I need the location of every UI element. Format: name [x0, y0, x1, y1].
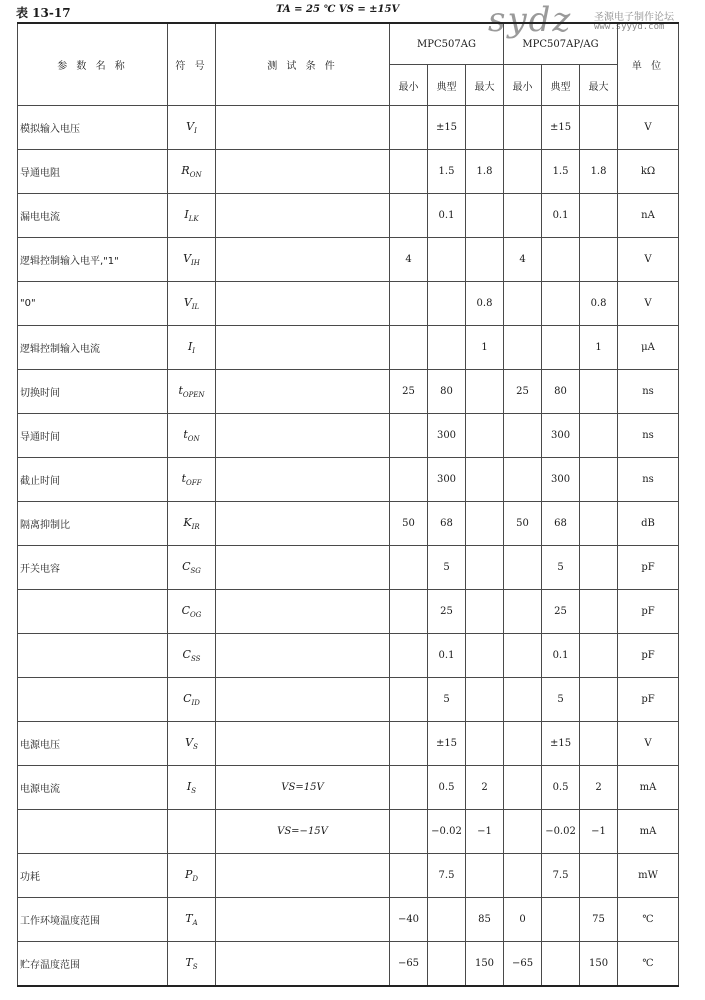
- value-cell: ±15: [542, 106, 580, 150]
- value-cell: 0.1: [542, 194, 580, 238]
- value-cell: [390, 106, 428, 150]
- value-cell: 0.5: [542, 766, 580, 810]
- value-cell: −1: [580, 810, 618, 854]
- value-cell: [428, 282, 466, 326]
- param-name-cell: "0": [18, 282, 168, 326]
- value-cell: 75: [580, 898, 618, 942]
- param-name-cell: [18, 678, 168, 722]
- value-cell: [504, 634, 542, 678]
- symbol-subscript: IR: [191, 523, 200, 532]
- test-conditions: TA = 25 ℃ VS = ±15V: [276, 4, 400, 15]
- value-cell: [428, 326, 466, 370]
- value-cell: [504, 810, 542, 854]
- symbol-subscript: SG: [190, 567, 201, 576]
- value-cell: 50: [504, 502, 542, 546]
- symbol-letter: P: [184, 867, 193, 881]
- value-cell: 300: [428, 458, 466, 502]
- value-cell: [466, 590, 504, 634]
- spec-table: [17, 22, 679, 987]
- symbol-letter: V: [185, 735, 194, 749]
- value-cell: 0.8: [466, 282, 504, 326]
- table-row: [18, 546, 679, 590]
- symbol-subscript: OPEN: [182, 391, 205, 400]
- table-row: [18, 502, 679, 546]
- value-cell: 5: [542, 546, 580, 590]
- test-condition-cell: [216, 282, 390, 326]
- symbol-letter: T: [185, 955, 193, 969]
- test-condition-cell: [216, 150, 390, 194]
- value-cell: 5: [428, 678, 466, 722]
- param-name-cell: 隔离抑制比: [18, 502, 168, 546]
- symbol-cell: [168, 722, 216, 766]
- symbol-cell: [168, 414, 216, 458]
- table-row: [18, 326, 679, 370]
- param-name-cell: 导通电阻: [18, 150, 168, 194]
- test-condition-cell: [216, 854, 390, 898]
- value-cell: 68: [428, 502, 466, 546]
- value-cell: [504, 766, 542, 810]
- value-cell: [390, 282, 428, 326]
- value-cell: [580, 502, 618, 546]
- test-condition-cell: [216, 942, 390, 987]
- value-cell: [580, 106, 618, 150]
- col-test-condition: 测 试 条 件: [216, 23, 390, 106]
- param-name-cell: [18, 634, 168, 678]
- value-cell: 4: [504, 238, 542, 282]
- param-name-cell: 逻辑控制输入电流: [18, 326, 168, 370]
- symbol-subscript: ID: [191, 699, 200, 708]
- value-cell: −1: [466, 810, 504, 854]
- unit-cell: pF: [618, 678, 679, 722]
- param-name-cell: 电源电压: [18, 722, 168, 766]
- table-row: [18, 722, 679, 766]
- symbol-subscript: IH: [191, 259, 200, 268]
- value-cell: [542, 326, 580, 370]
- symbol-cell: [168, 282, 216, 326]
- value-cell: 80: [428, 370, 466, 414]
- symbol-letter: I: [184, 207, 189, 221]
- table-row: [18, 854, 679, 898]
- table-row: [18, 458, 679, 502]
- symbol-subscript: OG: [190, 611, 202, 620]
- table-row: [18, 194, 679, 238]
- value-cell: [504, 106, 542, 150]
- symbol-cell: [168, 766, 216, 810]
- param-name-cell: 贮存温度范围: [18, 942, 168, 987]
- unit-cell: pF: [618, 590, 679, 634]
- unit-cell: μA: [618, 326, 679, 370]
- unit-cell: ns: [618, 458, 679, 502]
- symbol-letter: C: [182, 647, 191, 661]
- symbol-cell: [168, 106, 216, 150]
- value-cell: [542, 898, 580, 942]
- value-cell: [466, 370, 504, 414]
- unit-cell: nA: [618, 194, 679, 238]
- value-cell: −40: [390, 898, 428, 942]
- value-cell: [390, 590, 428, 634]
- symbol-letter: R: [181, 163, 190, 177]
- value-cell: [466, 414, 504, 458]
- value-cell: 68: [542, 502, 580, 546]
- spec-table-body: [18, 106, 679, 987]
- value-cell: [466, 678, 504, 722]
- value-cell: [428, 238, 466, 282]
- value-cell: [504, 722, 542, 766]
- test-condition-cell: [216, 590, 390, 634]
- value-cell: −65: [390, 942, 428, 987]
- unit-cell: pF: [618, 546, 679, 590]
- symbol-cell: [168, 678, 216, 722]
- value-cell: 0.8: [580, 282, 618, 326]
- value-cell: [580, 722, 618, 766]
- value-cell: [542, 238, 580, 282]
- test-condition-cell: [216, 678, 390, 722]
- col-max: 最大: [580, 65, 618, 106]
- value-cell: 80: [542, 370, 580, 414]
- unit-cell: dB: [618, 502, 679, 546]
- param-name-cell: 电源电流: [18, 766, 168, 810]
- value-cell: [466, 854, 504, 898]
- table-row: [18, 414, 679, 458]
- value-cell: 85: [466, 898, 504, 942]
- symbol-subscript: S: [191, 787, 197, 796]
- param-name-cell: 截止时间: [18, 458, 168, 502]
- value-cell: −0.02: [428, 810, 466, 854]
- value-cell: 1.5: [542, 150, 580, 194]
- value-cell: [466, 634, 504, 678]
- symbol-letter: C: [183, 691, 192, 705]
- symbol-subscript: ON: [187, 435, 200, 444]
- value-cell: [390, 194, 428, 238]
- symbol-cell: [168, 854, 216, 898]
- value-cell: [580, 678, 618, 722]
- table-row: [18, 810, 679, 854]
- symbol-subscript: ON: [189, 171, 202, 180]
- symbol-subscript: A: [192, 919, 198, 928]
- value-cell: [390, 150, 428, 194]
- value-cell: ±15: [428, 106, 466, 150]
- symbol-subscript: I: [192, 347, 196, 356]
- value-cell: −65: [504, 942, 542, 987]
- value-cell: 25: [504, 370, 542, 414]
- table-number: 表 13-17: [16, 6, 71, 20]
- value-cell: [580, 546, 618, 590]
- test-condition-cell: [216, 722, 390, 766]
- table-row: [18, 370, 679, 414]
- symbol-subscript: LK: [188, 215, 199, 224]
- unit-cell: V: [618, 282, 679, 326]
- symbol-cell: [168, 634, 216, 678]
- value-cell: 2: [580, 766, 618, 810]
- value-cell: [580, 370, 618, 414]
- symbol-cell: [168, 326, 216, 370]
- value-cell: ±15: [542, 722, 580, 766]
- col-param-name: 参 数 名 称: [18, 23, 168, 106]
- symbol-letter: T: [185, 911, 193, 925]
- value-cell: [390, 634, 428, 678]
- watermark-url: www.syyyd.com: [594, 22, 665, 32]
- col-typ: 典型: [542, 65, 580, 106]
- value-cell: ±15: [428, 722, 466, 766]
- table-row: [18, 942, 679, 987]
- header-row-1: [18, 23, 679, 65]
- value-cell: [580, 458, 618, 502]
- col-min: 最小: [504, 65, 542, 106]
- symbol-cell: [168, 546, 216, 590]
- symbol-subscript: S: [193, 743, 198, 752]
- symbol-cell: [168, 458, 216, 502]
- unit-cell: mW: [618, 854, 679, 898]
- symbol-cell: [168, 942, 216, 987]
- value-cell: 300: [542, 458, 580, 502]
- value-cell: [466, 502, 504, 546]
- symbol-letter: V: [186, 119, 195, 133]
- table-row: [18, 590, 679, 634]
- value-cell: −0.02: [542, 810, 580, 854]
- test-condition-cell: VS=15V: [216, 766, 390, 810]
- col-typ: 典型: [428, 65, 466, 106]
- value-cell: [428, 898, 466, 942]
- value-cell: 4: [390, 238, 428, 282]
- symbol-letter: I: [187, 339, 193, 353]
- value-cell: [390, 546, 428, 590]
- symbol-subscript: I: [194, 127, 197, 136]
- table-row: [18, 106, 679, 150]
- value-cell: [504, 282, 542, 326]
- value-cell: [390, 678, 428, 722]
- value-cell: 150: [580, 942, 618, 987]
- value-cell: 1: [466, 326, 504, 370]
- value-cell: [390, 458, 428, 502]
- value-cell: [504, 546, 542, 590]
- table-row: [18, 634, 679, 678]
- symbol-cell: [168, 238, 216, 282]
- table-row: [18, 238, 679, 282]
- symbol-cell: [168, 370, 216, 414]
- value-cell: 25: [390, 370, 428, 414]
- value-cell: 150: [466, 942, 504, 987]
- symbol-letter: C: [181, 603, 191, 617]
- unit-cell: V: [618, 722, 679, 766]
- test-condition-cell: [216, 194, 390, 238]
- value-cell: [504, 194, 542, 238]
- unit-cell: ns: [618, 414, 679, 458]
- param-name-cell: 切换时间: [18, 370, 168, 414]
- value-cell: [466, 458, 504, 502]
- value-cell: [542, 942, 580, 987]
- value-cell: 5: [428, 546, 466, 590]
- test-condition-cell: [216, 414, 390, 458]
- value-cell: 25: [542, 590, 580, 634]
- value-cell: [504, 326, 542, 370]
- value-cell: [542, 282, 580, 326]
- symbol-cell: [168, 502, 216, 546]
- symbol-letter: V: [183, 295, 192, 309]
- param-name-cell: 模拟输入电压: [18, 106, 168, 150]
- col-min: 最小: [390, 65, 428, 106]
- value-cell: [504, 150, 542, 194]
- symbol-letter: t: [183, 427, 188, 441]
- test-condition-cell: VS=−15V: [216, 810, 390, 854]
- param-name-cell: 漏电电流: [18, 194, 168, 238]
- value-cell: [390, 722, 428, 766]
- unit-cell: V: [618, 106, 679, 150]
- unit-cell: ℃: [618, 898, 679, 942]
- test-condition-cell: [216, 458, 390, 502]
- value-cell: [428, 942, 466, 987]
- value-cell: 1.5: [428, 150, 466, 194]
- param-name-cell: 开关电容: [18, 546, 168, 590]
- value-cell: 1: [580, 326, 618, 370]
- value-cell: [580, 414, 618, 458]
- symbol-subscript: S: [192, 963, 198, 972]
- value-cell: [504, 854, 542, 898]
- table-caption: [16, 4, 476, 22]
- unit-cell: kΩ: [618, 150, 679, 194]
- symbol-letter: C: [182, 559, 191, 573]
- value-cell: [390, 326, 428, 370]
- value-cell: [504, 414, 542, 458]
- test-condition-cell: [216, 546, 390, 590]
- symbol-subscript: SS: [190, 655, 201, 664]
- symbol-cell: [168, 194, 216, 238]
- symbol-cell: [168, 810, 216, 854]
- symbol-letter: t: [178, 383, 183, 397]
- value-cell: [466, 194, 504, 238]
- value-cell: 5: [542, 678, 580, 722]
- value-cell: [580, 238, 618, 282]
- test-condition-cell: [216, 238, 390, 282]
- test-condition-cell: [216, 502, 390, 546]
- value-cell: [390, 810, 428, 854]
- value-cell: 0.5: [428, 766, 466, 810]
- param-name-cell: 工作环境温度范围: [18, 898, 168, 942]
- value-cell: [580, 194, 618, 238]
- param-name-cell: [18, 810, 168, 854]
- value-cell: [390, 766, 428, 810]
- value-cell: 2: [466, 766, 504, 810]
- value-cell: [580, 590, 618, 634]
- test-condition-cell: [216, 370, 390, 414]
- value-cell: 7.5: [542, 854, 580, 898]
- symbol-letter: V: [183, 251, 192, 265]
- value-cell: 1.8: [466, 150, 504, 194]
- test-condition-cell: [216, 634, 390, 678]
- unit-cell: ℃: [618, 942, 679, 987]
- col-max: 最大: [466, 65, 504, 106]
- unit-cell: pF: [618, 634, 679, 678]
- value-cell: 0.1: [428, 634, 466, 678]
- table-row: [18, 678, 679, 722]
- value-cell: [466, 546, 504, 590]
- test-condition-cell: [216, 326, 390, 370]
- value-cell: 300: [428, 414, 466, 458]
- col-symbol: 符 号: [168, 23, 216, 106]
- value-cell: [504, 678, 542, 722]
- symbol-cell: [168, 150, 216, 194]
- value-cell: [390, 414, 428, 458]
- value-cell: [580, 854, 618, 898]
- param-name-cell: 功耗: [18, 854, 168, 898]
- symbol-letter: K: [183, 515, 192, 529]
- value-cell: 7.5: [428, 854, 466, 898]
- symbol-cell: [168, 590, 216, 634]
- value-cell: 300: [542, 414, 580, 458]
- value-cell: 0.1: [428, 194, 466, 238]
- value-cell: [466, 238, 504, 282]
- table-row: [18, 282, 679, 326]
- value-cell: [504, 590, 542, 634]
- test-condition-cell: [216, 898, 390, 942]
- watermark-logo: sydz: [488, 0, 573, 40]
- value-cell: 50: [390, 502, 428, 546]
- symbol-cell: [168, 898, 216, 942]
- param-name-cell: 导通时间: [18, 414, 168, 458]
- symbol-subscript: D: [192, 875, 199, 884]
- value-cell: [580, 634, 618, 678]
- unit-cell: ns: [618, 370, 679, 414]
- value-cell: [504, 458, 542, 502]
- col-unit: 单 位: [618, 23, 679, 106]
- test-condition-cell: [216, 106, 390, 150]
- unit-cell: mA: [618, 766, 679, 810]
- value-cell: 0: [504, 898, 542, 942]
- table-row: [18, 150, 679, 194]
- symbol-subscript: IL: [191, 303, 200, 312]
- value-cell: [466, 722, 504, 766]
- param-name-cell: 逻辑控制输入电平,"1": [18, 238, 168, 282]
- value-cell: 0.1: [542, 634, 580, 678]
- unit-cell: mA: [618, 810, 679, 854]
- value-cell: [466, 106, 504, 150]
- value-cell: [390, 854, 428, 898]
- table-row: [18, 766, 679, 810]
- col-group-mpc507ap: MPC507AP/AG: [504, 23, 618, 65]
- value-cell: 1.8: [580, 150, 618, 194]
- symbol-letter: I: [186, 779, 192, 793]
- watermark-site-name: 圣源电子制作论坛: [594, 12, 674, 23]
- unit-cell: V: [618, 238, 679, 282]
- symbol-subscript: OFF: [185, 479, 202, 488]
- symbol-letter: t: [181, 471, 186, 485]
- param-name-cell: [18, 590, 168, 634]
- col-group-mpc507ag: MPC507AG: [390, 23, 504, 65]
- value-cell: 25: [428, 590, 466, 634]
- table-row: [18, 898, 679, 942]
